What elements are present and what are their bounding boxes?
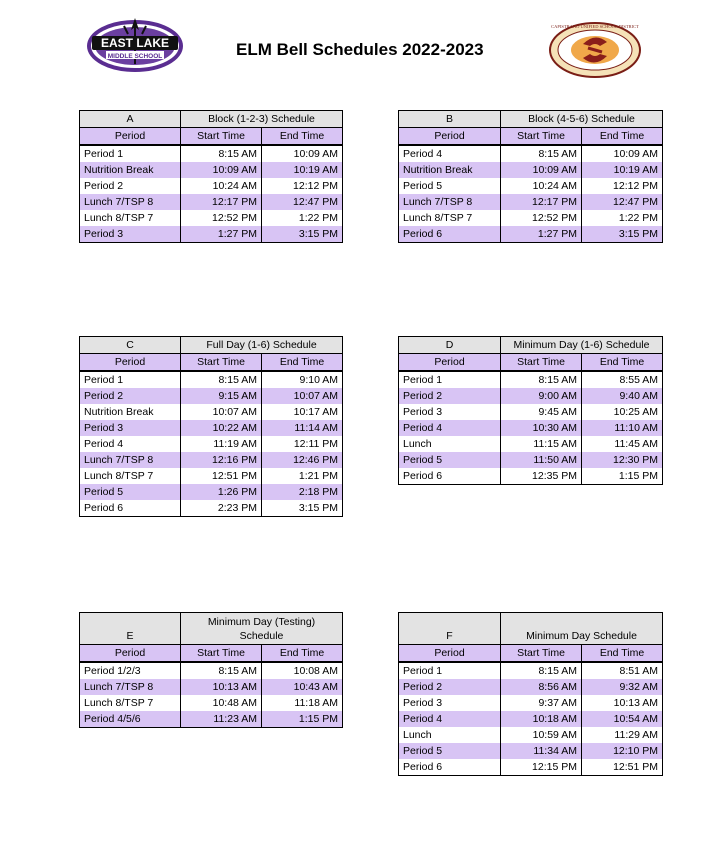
end-cell: 10:25 AM <box>582 404 663 420</box>
period-cell: Period 1 <box>399 662 501 679</box>
table-row <box>399 695 663 711</box>
end-cell: 2:18 PM <box>262 484 343 500</box>
col-start: Start Time <box>501 645 582 663</box>
table-row <box>80 500 343 517</box>
table-row <box>80 210 343 226</box>
schedule-letter: B <box>399 111 501 128</box>
period-cell: Lunch 7/TSP 8 <box>399 194 501 210</box>
table-row <box>80 695 343 711</box>
end-cell: 12:47 PM <box>582 194 663 210</box>
table-row <box>80 404 343 420</box>
schedule-letter: C <box>80 337 181 354</box>
start-cell: 11:23 AM <box>181 711 262 728</box>
period-cell: Period 3 <box>80 226 181 243</box>
period-cell: Lunch 7/TSP 8 <box>80 452 181 468</box>
period-cell: Period 1/2/3 <box>80 662 181 679</box>
period-cell: Period 4/5/6 <box>80 711 181 728</box>
start-cell: 10:24 AM <box>181 178 262 194</box>
table-row <box>80 436 343 452</box>
end-cell: 10:07 AM <box>262 388 343 404</box>
table-row <box>80 145 343 162</box>
start-cell: 11:15 AM <box>501 436 582 452</box>
end-cell: 10:09 AM <box>262 145 343 162</box>
end-cell: 11:29 AM <box>582 727 663 743</box>
col-period: Period <box>80 354 181 372</box>
table-row <box>80 226 343 243</box>
period-cell: Period 6 <box>399 468 501 485</box>
table-row <box>80 662 343 679</box>
schedule-name: Full Day (1-6) Schedule <box>181 337 343 354</box>
column-headers <box>399 128 663 146</box>
col-end: End Time <box>582 645 663 663</box>
table-row <box>399 452 663 468</box>
table-header <box>80 337 343 354</box>
table-row <box>399 727 663 743</box>
start-cell: 12:35 PM <box>501 468 582 485</box>
period-cell: Lunch 7/TSP 8 <box>80 194 181 210</box>
col-start: Start Time <box>181 354 262 372</box>
start-cell: 8:56 AM <box>501 679 582 695</box>
end-cell: 10:43 AM <box>262 679 343 695</box>
period-cell: Lunch 7/TSP 8 <box>80 679 181 695</box>
column-headers <box>399 354 663 372</box>
start-cell: 10:09 AM <box>181 162 262 178</box>
table-row <box>80 178 343 194</box>
table-header <box>399 337 663 354</box>
end-cell: 12:30 PM <box>582 452 663 468</box>
start-cell: 12:17 PM <box>181 194 262 210</box>
table-header <box>80 613 343 645</box>
period-cell: Period 5 <box>399 743 501 759</box>
table-row <box>80 711 343 728</box>
table-row <box>80 194 343 210</box>
page-title: ELM Bell Schedules 2022-2023 <box>236 40 484 59</box>
table-row <box>80 162 343 178</box>
start-cell: 9:15 AM <box>181 388 262 404</box>
start-cell: 12:52 PM <box>181 210 262 226</box>
end-cell: 10:54 AM <box>582 711 663 727</box>
end-cell: 8:55 AM <box>582 371 663 388</box>
schedule-letter: E <box>80 613 181 645</box>
start-cell: 10:48 AM <box>181 695 262 711</box>
table-header <box>399 613 663 645</box>
start-cell: 12:15 PM <box>501 759 582 776</box>
col-period: Period <box>399 645 501 663</box>
col-start: Start Time <box>181 645 262 663</box>
start-cell: 8:15 AM <box>501 371 582 388</box>
start-cell: 10:22 AM <box>181 420 262 436</box>
end-cell: 12:11 PM <box>262 436 343 452</box>
table-row <box>399 194 663 210</box>
start-cell: 12:16 PM <box>181 452 262 468</box>
end-cell: 12:51 PM <box>582 759 663 776</box>
period-cell: Period 3 <box>399 404 501 420</box>
start-cell: 12:52 PM <box>501 210 582 226</box>
schedule-table-d <box>398 336 663 485</box>
period-cell: Period 2 <box>399 679 501 695</box>
period-cell: Nutrition Break <box>399 162 501 178</box>
table-row <box>399 404 663 420</box>
col-end: End Time <box>262 128 343 146</box>
schedule-table-c <box>79 336 343 517</box>
svg-text:CAPISTRANO UNIFIED SCHOOL DIST: CAPISTRANO UNIFIED SCHOOL DISTRICT <box>551 24 639 29</box>
start-cell: 1:27 PM <box>501 226 582 243</box>
period-cell: Period 5 <box>399 178 501 194</box>
start-cell: 8:15 AM <box>181 662 262 679</box>
col-period: Period <box>399 128 501 146</box>
end-cell: 12:12 PM <box>582 178 663 194</box>
period-cell: Period 6 <box>399 759 501 776</box>
period-cell: Period 5 <box>80 484 181 500</box>
col-end: End Time <box>262 645 343 663</box>
table-row <box>399 371 663 388</box>
schedule-name: Minimum Day (Testing) Schedule <box>181 613 343 645</box>
start-cell: 10:13 AM <box>181 679 262 695</box>
column-headers <box>399 645 663 663</box>
start-cell: 9:00 AM <box>501 388 582 404</box>
start-cell: 10:30 AM <box>501 420 582 436</box>
start-cell: 11:19 AM <box>181 436 262 452</box>
end-cell: 12:10 PM <box>582 743 663 759</box>
column-headers <box>80 645 343 663</box>
col-period: Period <box>80 128 181 146</box>
start-cell: 10:09 AM <box>501 162 582 178</box>
start-cell: 8:15 AM <box>181 145 262 162</box>
schedule-letter: F <box>399 613 501 645</box>
start-cell: 1:26 PM <box>181 484 262 500</box>
end-cell: 10:19 AM <box>582 162 663 178</box>
schedule-name: Minimum Day (1-6) Schedule <box>501 337 663 354</box>
start-cell: 10:07 AM <box>181 404 262 420</box>
schedule-table-a <box>79 110 343 243</box>
end-cell: 9:32 AM <box>582 679 663 695</box>
end-cell: 12:46 PM <box>262 452 343 468</box>
schedule-table-e <box>79 612 343 728</box>
east-lake-logo <box>86 16 184 74</box>
start-cell: 8:15 AM <box>501 145 582 162</box>
period-cell: Lunch 8/TSP 7 <box>80 468 181 484</box>
end-cell: 10:17 AM <box>262 404 343 420</box>
table-row <box>399 679 663 695</box>
table-row <box>399 436 663 452</box>
start-cell: 8:15 AM <box>501 662 582 679</box>
table-row <box>399 759 663 776</box>
schedule-table-b <box>398 110 663 243</box>
period-cell: Period 1 <box>80 145 181 162</box>
table-row <box>399 468 663 485</box>
period-cell: Period 4 <box>399 420 501 436</box>
start-cell: 8:15 AM <box>181 371 262 388</box>
col-period: Period <box>80 645 181 663</box>
table-row <box>80 484 343 500</box>
end-cell: 1:22 PM <box>582 210 663 226</box>
period-cell: Period 4 <box>399 711 501 727</box>
table-row <box>80 679 343 695</box>
start-cell: 10:24 AM <box>501 178 582 194</box>
table-row <box>399 420 663 436</box>
start-cell: 11:50 AM <box>501 452 582 468</box>
period-cell: Lunch 8/TSP 7 <box>80 695 181 711</box>
table-row <box>399 162 663 178</box>
end-cell: 1:15 PM <box>262 711 343 728</box>
start-cell: 9:37 AM <box>501 695 582 711</box>
start-cell: 9:45 AM <box>501 404 582 420</box>
period-cell: Period 4 <box>399 145 501 162</box>
end-cell: 8:51 AM <box>582 662 663 679</box>
table-row <box>399 145 663 162</box>
start-cell: 12:51 PM <box>181 468 262 484</box>
start-cell: 11:34 AM <box>501 743 582 759</box>
start-cell: 12:17 PM <box>501 194 582 210</box>
end-cell: 9:40 AM <box>582 388 663 404</box>
start-cell: 10:59 AM <box>501 727 582 743</box>
end-cell: 1:15 PM <box>582 468 663 485</box>
table-row <box>80 452 343 468</box>
period-cell: Period 1 <box>399 371 501 388</box>
period-cell: Period 2 <box>80 178 181 194</box>
end-cell: 11:18 AM <box>262 695 343 711</box>
table-header <box>80 111 343 128</box>
period-cell: Period 3 <box>80 420 181 436</box>
table-row <box>399 210 663 226</box>
col-start: Start Time <box>181 128 262 146</box>
end-cell: 3:15 PM <box>262 226 343 243</box>
col-start: Start Time <box>501 354 582 372</box>
schedule-name: Block (4-5-6) Schedule <box>501 111 663 128</box>
period-cell: Period 4 <box>80 436 181 452</box>
period-cell: Period 1 <box>80 371 181 388</box>
end-cell: 1:22 PM <box>262 210 343 226</box>
col-end: End Time <box>582 128 663 146</box>
table-row <box>80 388 343 404</box>
period-cell: Period 6 <box>399 226 501 243</box>
table-row <box>399 662 663 679</box>
period-cell: Nutrition Break <box>80 162 181 178</box>
table-row <box>399 388 663 404</box>
table-row <box>399 743 663 759</box>
period-cell: Lunch <box>399 727 501 743</box>
column-headers <box>80 128 343 146</box>
district-seal-logo <box>548 22 642 78</box>
period-cell: Nutrition Break <box>80 404 181 420</box>
period-cell: Lunch 8/TSP 7 <box>80 210 181 226</box>
end-cell: 11:10 AM <box>582 420 663 436</box>
table-row <box>80 420 343 436</box>
table-row <box>399 711 663 727</box>
end-cell: 12:12 PM <box>262 178 343 194</box>
end-cell: 1:21 PM <box>262 468 343 484</box>
svg-text:EAST LAKE: EAST LAKE <box>100 36 170 50</box>
period-cell: Period 5 <box>399 452 501 468</box>
table-row <box>80 371 343 388</box>
period-cell: Lunch <box>399 436 501 452</box>
period-cell: Lunch 8/TSP 7 <box>399 210 501 226</box>
schedule-letter: A <box>80 111 181 128</box>
col-end: End Time <box>582 354 663 372</box>
end-cell: 9:10 AM <box>262 371 343 388</box>
col-end: End Time <box>262 354 343 372</box>
col-period: Period <box>399 354 501 372</box>
end-cell: 11:14 AM <box>262 420 343 436</box>
table-row <box>399 178 663 194</box>
svg-text:MIDDLE SCHOOL: MIDDLE SCHOOL <box>107 53 163 60</box>
end-cell: 3:15 PM <box>262 500 343 517</box>
period-cell: Period 2 <box>399 388 501 404</box>
end-cell: 11:45 AM <box>582 436 663 452</box>
end-cell: 10:08 AM <box>262 662 343 679</box>
period-cell: Period 6 <box>80 500 181 517</box>
end-cell: 10:09 AM <box>582 145 663 162</box>
end-cell: 10:13 AM <box>582 695 663 711</box>
start-cell: 10:18 AM <box>501 711 582 727</box>
start-cell: 2:23 PM <box>181 500 262 517</box>
col-start: Start Time <box>501 128 582 146</box>
schedule-letter: D <box>399 337 501 354</box>
table-row <box>80 468 343 484</box>
end-cell: 10:19 AM <box>262 162 343 178</box>
start-cell: 1:27 PM <box>181 226 262 243</box>
table-header <box>399 111 663 128</box>
schedule-table-f <box>398 612 663 776</box>
period-cell: Period 2 <box>80 388 181 404</box>
period-cell: Period 3 <box>399 695 501 711</box>
column-headers <box>80 354 343 372</box>
table-row <box>399 226 663 243</box>
end-cell: 3:15 PM <box>582 226 663 243</box>
schedule-name: Block (1-2-3) Schedule <box>181 111 343 128</box>
end-cell: 12:47 PM <box>262 194 343 210</box>
schedule-name: Minimum Day Schedule <box>501 613 663 645</box>
